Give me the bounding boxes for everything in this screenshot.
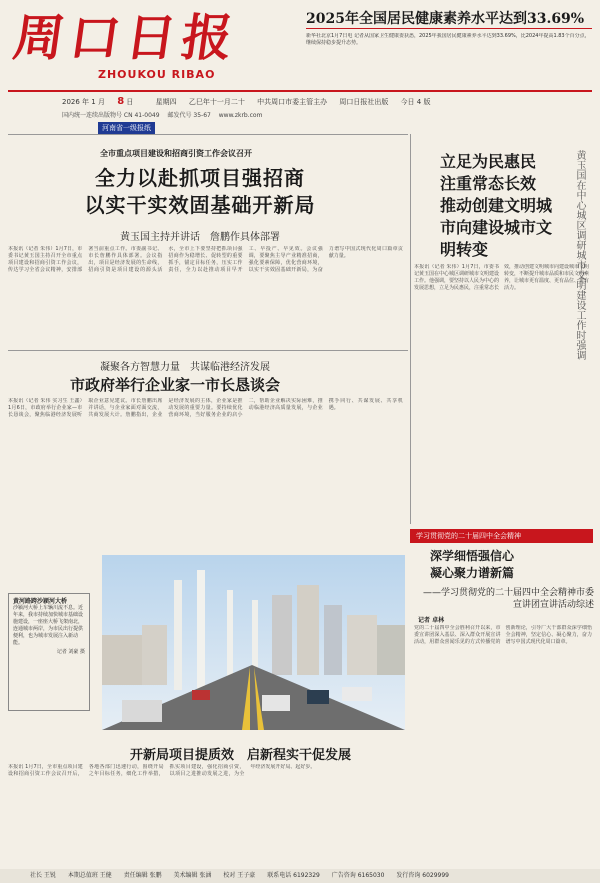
second-kicker: 凝聚各方智慧力量 共谋临港经济发展 [100, 362, 270, 373]
date-prefix: 2026 年 1 月 [62, 98, 105, 106]
post-code: 邮发代号 35-67 [167, 112, 211, 119]
study-headline-1: 深学细悟强信心 [430, 549, 515, 563]
cn-number: 国内统一连续出版物号 CN 41-0049 [62, 112, 160, 119]
third-headline[interactable]: 开新局项目提质效 启新程实干促发展 [130, 748, 352, 763]
date-suffix: 日 [126, 98, 134, 106]
website[interactable]: www.zkrb.com [218, 112, 263, 119]
top-headline[interactable]: 2025年全国居民健康素养水平达到33.69% [306, 11, 585, 27]
footer-phone: 联系电话 6192329 [267, 872, 320, 879]
main-kicker: 全市重点项目建设和招商引资工作会议召开 [100, 149, 252, 158]
weekday: 星期四 [155, 98, 177, 106]
right-kicker: 黄玉国在中心城区调研城市文明建设工作时强调 [574, 150, 585, 360]
top-divider [306, 28, 592, 29]
organization: 周口日报社出版 [339, 98, 389, 106]
lunar-date: 乙巳年十一月二十 [188, 98, 245, 106]
date [62, 98, 143, 106]
caption-title: 黄河路跨沙颍河大桥 [13, 598, 68, 605]
study-subtitle: ——学习贯彻党的二十届四中全会精神市委宣讲团宣讲活动综述 [422, 588, 594, 610]
caption-credit: 记者 刘豪 摄 [56, 649, 85, 655]
divider [8, 134, 408, 135]
divider [8, 350, 408, 351]
column-divider [410, 134, 411, 524]
second-headline[interactable]: 市政府举行企业家一市长恳谈会 [70, 376, 281, 394]
footer-dist: 发行咨询 6029999 [396, 872, 449, 879]
third-body: 本报讯 1月7日，全市重点项目建设和招商引资工作会议召开后，各地各部门迅速行动，围绕开局之年目标任务，细化工作举措，抓实项目建设，强化招商引资，以项目之进推动发展之进，为全年经济发展开好局、起好步。 [8, 764, 316, 777]
top-brief: 新华社北京1月7日电 记者从国家卫生健康委获悉，2025年我国居民健康素养水平达到33.69%，比2024年提高1.83个百分点，继续保持稳步提升态势。 [306, 33, 590, 46]
main-byline: 黄玉国主持并讲话 詹鹏作具体部署 [120, 232, 280, 243]
masthead-rule [8, 90, 592, 92]
second-body: 本报讯（记者 朱伟 实习生 王鑫）1月6日，市政府举行企业家—市长恳谈会，聚焦临港经济发展听取企业意见建议。市长詹鹏出席并讲话，与企业家面对面交流，共商发展大计。詹鹏指出，企业是经济发展的主体，企业家是推动发展的重要力量。要持续优化营商环境，当好服务企业的店小二，帮助企业解决实际困难，推动临港经济高质量发展，与企业携手同行、共谋发展、共享机遇。 [8, 398, 403, 418]
right-headline[interactable]: 立足为民惠民 注重常态长效 推动创建文明城市向建设城市文明转变 [440, 152, 553, 259]
masthead-logo: 周口日报 [9, 8, 243, 67]
section-tag: 河南省一级报纸 [98, 122, 155, 134]
study-body: 党的二十届四中全会胜利召开以来，市委宣讲团深入基层、深入群众开展宣讲活动，用群众喜闻乐见的方式传播党的创新理论，引导广大干部群众深学细悟全会精神，坚定信心、凝心聚力，奋力谱写中国式现代化周口篇章。 [414, 625, 592, 645]
main-body: 本报讯（记者 朱伟）1月7日，市委书记黄玉国主持召开全市重点项目建设和招商引资工作会议，传达学习全省会议精神，安排部署当前重点工作。市委副书记、市长詹鹏作具体部署。会议指出，项目是经济发展的生命线，招商引资是项目建设的源头活水，全市上下要坚持把抓项目强招商作为稳增长、促转型的重要抓手，锚定目标任务，压实工作责任，全力以赴推动项目早开工、早投产、早见效。会议强调，要聚焦主导产业精准招商，强化要素保障，优化营商环境，以实干实效固基础开新局，为奋力谱写中国式现代化周口篇章贡献力量。 [8, 246, 403, 273]
main-headline[interactable] [40, 165, 360, 219]
photo-caption [8, 593, 90, 711]
right-body: 本报讯（记者 朱伟）1月7日，市委书记黄玉国在中心城区调研城市文明建设工作。他强调，要坚持以人民为中心的发展思想，立足为民惠民，注重常态长效，推动创建文明城市向建设城市文明转变，不断提升城市品质和市民文明素养，让城市更有温度、更有品位、更有活力。 [414, 264, 589, 291]
footer-proof: 校对 王子豪 [223, 872, 256, 879]
caption-body: 沙颍河大桥上车辆川流不息。近年来，我市持续加快城市基础设施建设，一座座大桥飞架南北，连通城市两岸，为市民出行提供便利，也为城市发展注入新动能。 [13, 605, 84, 646]
study-headline[interactable] [430, 548, 514, 582]
main-headline-line2: 以实干实效固基础开新局 [84, 193, 316, 217]
footer-copy: 责任编辑 张鹏 [123, 872, 162, 879]
footer-editor: 社长 王锐 [30, 872, 56, 879]
page-count: 今日 4 版 [400, 98, 431, 106]
info-bar-2 [62, 110, 592, 119]
study-byline: 记者 卓林 [418, 617, 445, 624]
footer [0, 869, 600, 883]
date-day: 8 [117, 96, 125, 107]
study-headline-2: 凝心聚力谱新篇 [430, 566, 515, 580]
main-headline-line1: 全力以赴抓项目强招商 [95, 166, 305, 190]
theme-banner: 学习贯彻党的二十届四中全会精神 [410, 529, 593, 543]
footer-ad: 广告咨询 6165030 [331, 872, 385, 879]
publisher: 中共周口市委主管主办 [257, 98, 328, 106]
footer-designer: 美术编辑 张涵 [173, 872, 212, 879]
footer-desk: 本期总值班 王健 [67, 872, 112, 879]
bridge-photo [102, 555, 405, 730]
bridge-illustration [102, 555, 405, 730]
info-bar [62, 96, 592, 107]
masthead-pinyin: ZHOUKOU RIBAO [98, 68, 216, 81]
